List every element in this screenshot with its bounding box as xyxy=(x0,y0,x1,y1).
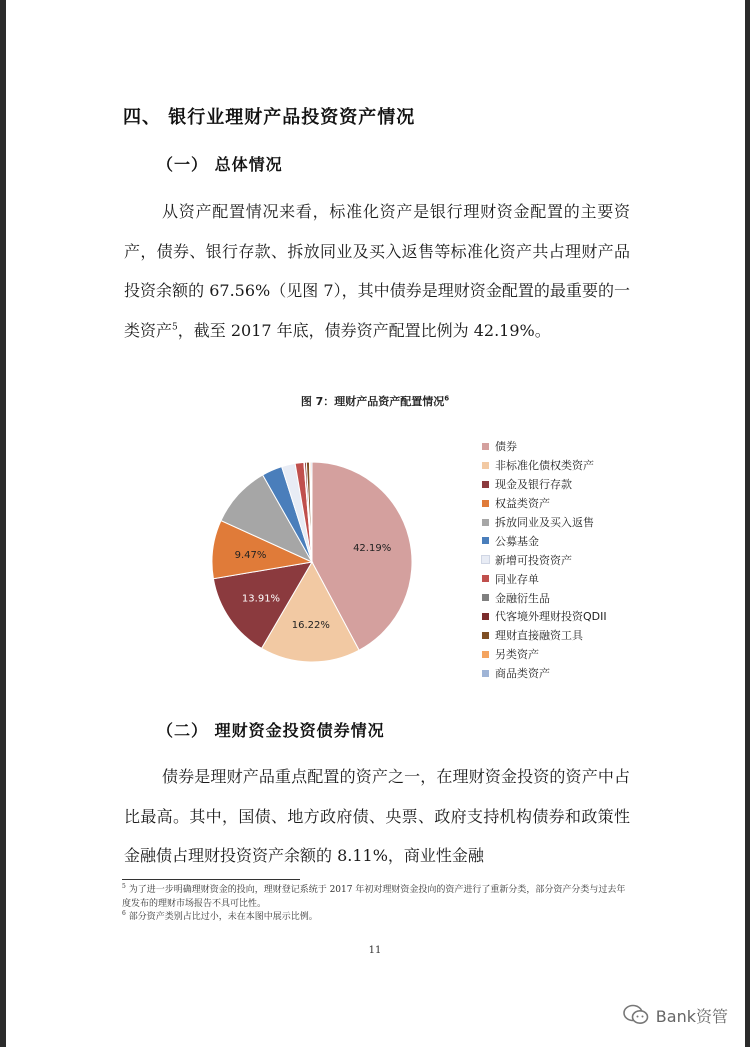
legend-item-10 xyxy=(482,626,642,645)
legend-swatch xyxy=(482,500,489,507)
pie-data-label-0: 42.19% xyxy=(353,542,392,554)
subsection-heading-overview: （一） 总体情况 xyxy=(157,155,283,174)
legend-label: 债券 xyxy=(495,440,517,454)
legend-swatch xyxy=(482,575,489,582)
pie-data-label-1: 16.22% xyxy=(291,619,330,631)
legend-label: 另类资产 xyxy=(495,648,539,662)
paragraph-bond-investment: 债券是理财产品重点配置的资产之一，在理财资金投资的资产中占比最高。其中，国债、地方政府债、央票、政府支持机构债券和政策性金融债占理财投资资产余额的 8.11%，商业性金融 xyxy=(124,767,630,865)
wechat-official-account-icon xyxy=(622,1003,650,1027)
legend-item-6 xyxy=(482,550,642,569)
legend-item-2 xyxy=(482,475,642,494)
footnote-6 xyxy=(122,911,630,925)
legend-item-5 xyxy=(482,531,642,550)
legend-item-1 xyxy=(482,456,642,475)
legend-item-9 xyxy=(482,607,642,626)
footnote-6-text: 部分资产类别占比过小，未在本图中展示比例。 xyxy=(128,912,318,922)
footnote-5-text: 为了进一步明确理财资金的投向，理财登记系统于 2017 年初对理财资金投向的资产进行了重新分类，部分资产分类与过去年度发布的理财市场报告不具可比性。 xyxy=(122,885,626,909)
paragraph-text-cont: ，截至 2017 年底，债券资产配置比例为 42.19%。 xyxy=(177,320,551,340)
legend-swatch xyxy=(482,537,489,544)
legend-label: 权益类资产 xyxy=(495,497,550,511)
legend-item-3 xyxy=(482,494,642,513)
section-heading: 四、 银行业理财产品投资资产情况 xyxy=(123,107,416,128)
legend-item-4 xyxy=(482,513,642,532)
subsection-heading-bonds: （二） 理财资金投资债券情况 xyxy=(157,721,385,740)
legend-label: 新增可投资资产 xyxy=(495,553,572,567)
legend-item-8 xyxy=(482,588,642,607)
footnote-5 xyxy=(122,884,630,911)
legend-label: 非标准化债权类资产 xyxy=(495,459,594,473)
legend-item-7 xyxy=(482,569,642,588)
legend-swatch xyxy=(482,670,489,677)
legend-label: 公募基金 xyxy=(495,534,539,548)
legend-item-12 xyxy=(482,664,642,683)
footnotes xyxy=(122,884,630,925)
legend-item-0 xyxy=(482,437,642,456)
watermark xyxy=(622,1003,728,1027)
footnote-divider xyxy=(122,879,300,880)
legend-item-11 xyxy=(482,645,642,664)
legend-label: 拆放同业及买入返售 xyxy=(495,516,594,529)
paragraph-asset-allocation xyxy=(124,192,630,350)
chart-legend xyxy=(482,437,642,683)
legend-label: 理财直接融资工具 xyxy=(495,629,583,643)
watermark-text: Bank资管 xyxy=(655,1006,728,1026)
pie-data-label-2: 13.91% xyxy=(241,593,281,605)
legend-label: 现金及银行存款 xyxy=(495,478,572,492)
legend-swatch xyxy=(482,613,489,620)
legend-swatch xyxy=(482,651,489,658)
footnote-ref-5[interactable]: 5 xyxy=(172,322,178,333)
footnote-5-mark: 5 xyxy=(122,883,126,890)
legend-label: 商品类资产 xyxy=(495,667,550,681)
legend-swatch xyxy=(482,519,489,526)
legend-swatch xyxy=(482,443,489,450)
legend-swatch xyxy=(482,462,489,469)
paragraph-text: 从资产配置情况来看，标准化资产是银行理财资金配置的主要资产，债券、银行存款、拆放同业及买入返售等标准化资产共占理财产品投资余额的 67.56%（见图 7），其中债券是理财资金配置的最重要的一类资产 xyxy=(124,202,630,340)
legend-swatch xyxy=(482,594,489,601)
legend-swatch xyxy=(482,556,489,563)
figure-title-text: 图 7：理财产品资产配置情况 xyxy=(300,395,445,408)
footnote-ref-6[interactable]: 6 xyxy=(444,394,450,403)
legend-label: 代客境外理财投资QDII xyxy=(495,610,607,624)
legend-swatch xyxy=(482,481,489,488)
legend-label: 金融衍生品 xyxy=(495,591,550,605)
figure-title xyxy=(0,393,750,409)
legend-swatch xyxy=(482,632,489,639)
pie-data-label-3: 9.47% xyxy=(234,549,267,561)
footnote-6-mark: 6 xyxy=(122,910,126,917)
legend-label: 同业存单 xyxy=(495,572,539,586)
page-number: 11 xyxy=(368,945,382,956)
